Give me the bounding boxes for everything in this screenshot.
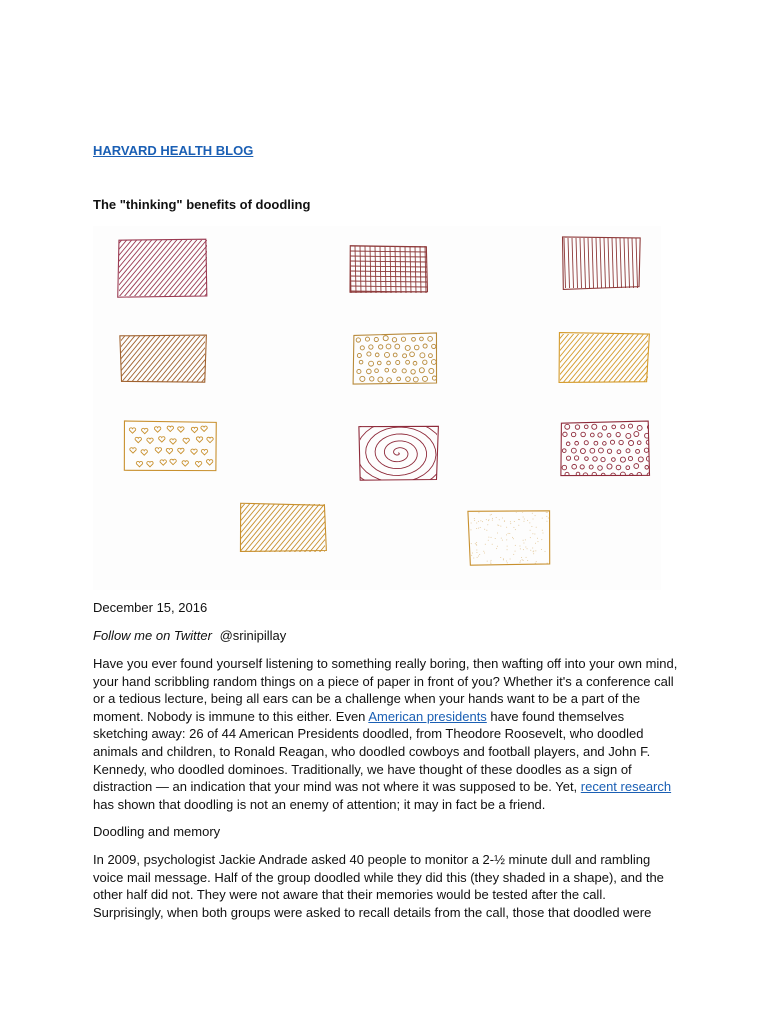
twitter-follow: [93, 628, 286, 643]
section-heading: Doodling and memory: [93, 824, 221, 839]
intro-text-2: have found themselves sketching away: 26 of 44 American Presidents doodled, from Theodore Roosevelt, who doodled animals and children, to Ronald Reagan, who doodled cowboys and football players, and John F. Kennedy, who doodled dominoes. Traditionally, we have thought of these doodles as a sign of distraction — an indication that your mind was not where it was supposed to be. Yet,: [93, 708, 651, 795]
intro-text-1: Have you ever found yourself listening to something really boring, then wafting off into your own mind, your hand scribbling random things on a piece of paper in front of you? Whether it's a conference call or a tedious lecture, being all ears can be a challenge when your hands want to be a part of the moment. Nobody is immune to this either. Even: [93, 656, 678, 724]
doodle-swatch-3: [563, 237, 641, 289]
doodle-swatch-9: [561, 421, 652, 478]
post-date: December 15, 2016: [93, 600, 208, 615]
intro-text-3: has shown that doodling is not an enemy of attention; it may in fact be a friend.: [93, 796, 546, 812]
doodle-swatch-5: [353, 333, 436, 384]
recent-research-link[interactable]: recent research: [580, 779, 672, 795]
doodle-swatch-8: [310, 386, 492, 517]
follow-label: Follow me on Twitter: [93, 628, 212, 643]
american-presidents-link[interactable]: American presidents: [368, 708, 487, 724]
doodle-swatch-2: [350, 246, 427, 293]
doodle-swatch-6: [512, 332, 661, 384]
harvard-health-blog-link[interactable]: HARVARD HEALTH BLOG: [93, 143, 254, 158]
intro-paragraph: [93, 655, 678, 813]
doodles-illustration: [93, 226, 661, 590]
article-title: The "thinking" benefits of doodling: [93, 197, 311, 212]
twitter-handle[interactable]: @srinipillay: [219, 628, 287, 643]
doodle-swatch-10: [193, 502, 411, 554]
memory-paragraph: In 2009, psychologist Jackie Andrade asked 40 people to monitor a 2-½ minute dull and rambling voice mail message. Half of the group doodled while they did this (they shaded in a shape), and the other half did not. They were not aware that their memories would be tested after the call. Surprisingly, when both groups were asked to recall details from the call, those that doodled were: [93, 852, 664, 920]
doodle-swatch-1: [93, 238, 308, 298]
doodles-figure: [93, 226, 661, 590]
doodle-swatch-7: [124, 421, 216, 471]
doodle-swatch-4: [93, 334, 291, 384]
doodle-swatch-11: [468, 511, 550, 565]
